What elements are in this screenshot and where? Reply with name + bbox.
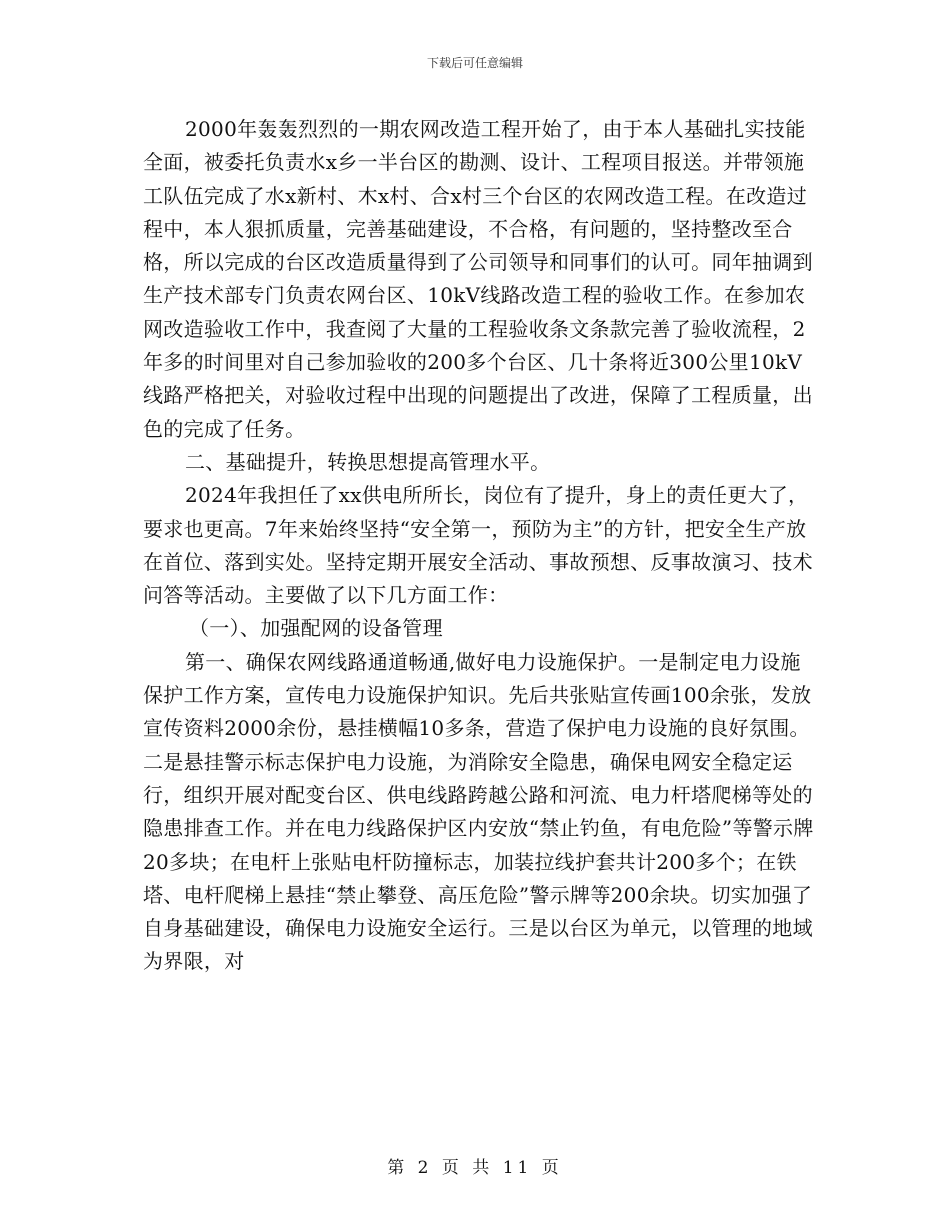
section-heading-2: 二、基础提升，转换思想提高管理水平。 [185,449,551,474]
page-footer: 第 2 页 共 11 页 [387,1158,563,1178]
paragraph-rural-grid-renovation: 2000年轰轰烈烈的一期农网改造工程开始了，由于本人基础扎实技能全面，被委托负责水x乡一半台区的勘测、设计、工程项目报送。并带领施工队伍完成了水x新村、木x村、合x村三个台区的农网改造工程。在改造过程中，本人狠抓质量，完善基础建设，不合格，有问题的，坚持整改至合格，所以完成的台区改造质量得到了公司领导和同事们的认可。同年抽调到生产技术部专门负责农网台区、10kV线路改造工程的验收工作。在参加农网改造验收工作中，我查阅了大量的工程验收条文条款完善了验收流程，2年多的时间里对自己参加验收的200多个台区、几十条将近300公里10kV线路严格把关，对验收过程中出现的问题提出了改进，保障了工程质量，出色的完成了任务。 [143,117,813,441]
paragraph-line-protection: 第一、确保农网线路通道畅通,做好电力设施保护。一是制定电力设施保护工作方案，宣传电力设施保护知识。先后共张贴宣传画100余张，发放宣传资料2000余份，悬挂横幅10多条，营造了保护电力设施的良好氛围。二是悬挂警示标志保护电力设施，为消除安全隐患，确保电网安全稳定运行，组织开展对配变台区、供电线路跨越公路和河流、电力杆塔爬梯等处的隐患排查工作。并在电力线路保护区内安放“禁止钓鱼，有电危险”等警示牌20多块；在电杆上张贴电杆防撞标志，加装拉线护套共计200多个；在铁塔、电杆爬梯上悬挂“禁止攀登、高压危险”警示牌等200余块。切实加强了自身基础建设，确保电力设施安全运行。三是以台区为单元，以管理的地域为界限，对 [143,649,814,974]
page-header: 下载后可任意编辑 [426,56,523,70]
subsection-heading-1: （一）、加强配网的设备管理 [189,616,443,641]
document-body [143,113,815,979]
paragraph-station-director: 2024年我担任了xx供电所所长，岗位有了提升，身上的责任更大了，要求也更高。7年来始终坚持“安全第一，预防为主”的方针，把安全生产放在首位、落到实处。坚持定期开展安全活动、事故预想、反事故演习、技术问答等活动。主要做了以下几方面工作： [143,483,813,608]
